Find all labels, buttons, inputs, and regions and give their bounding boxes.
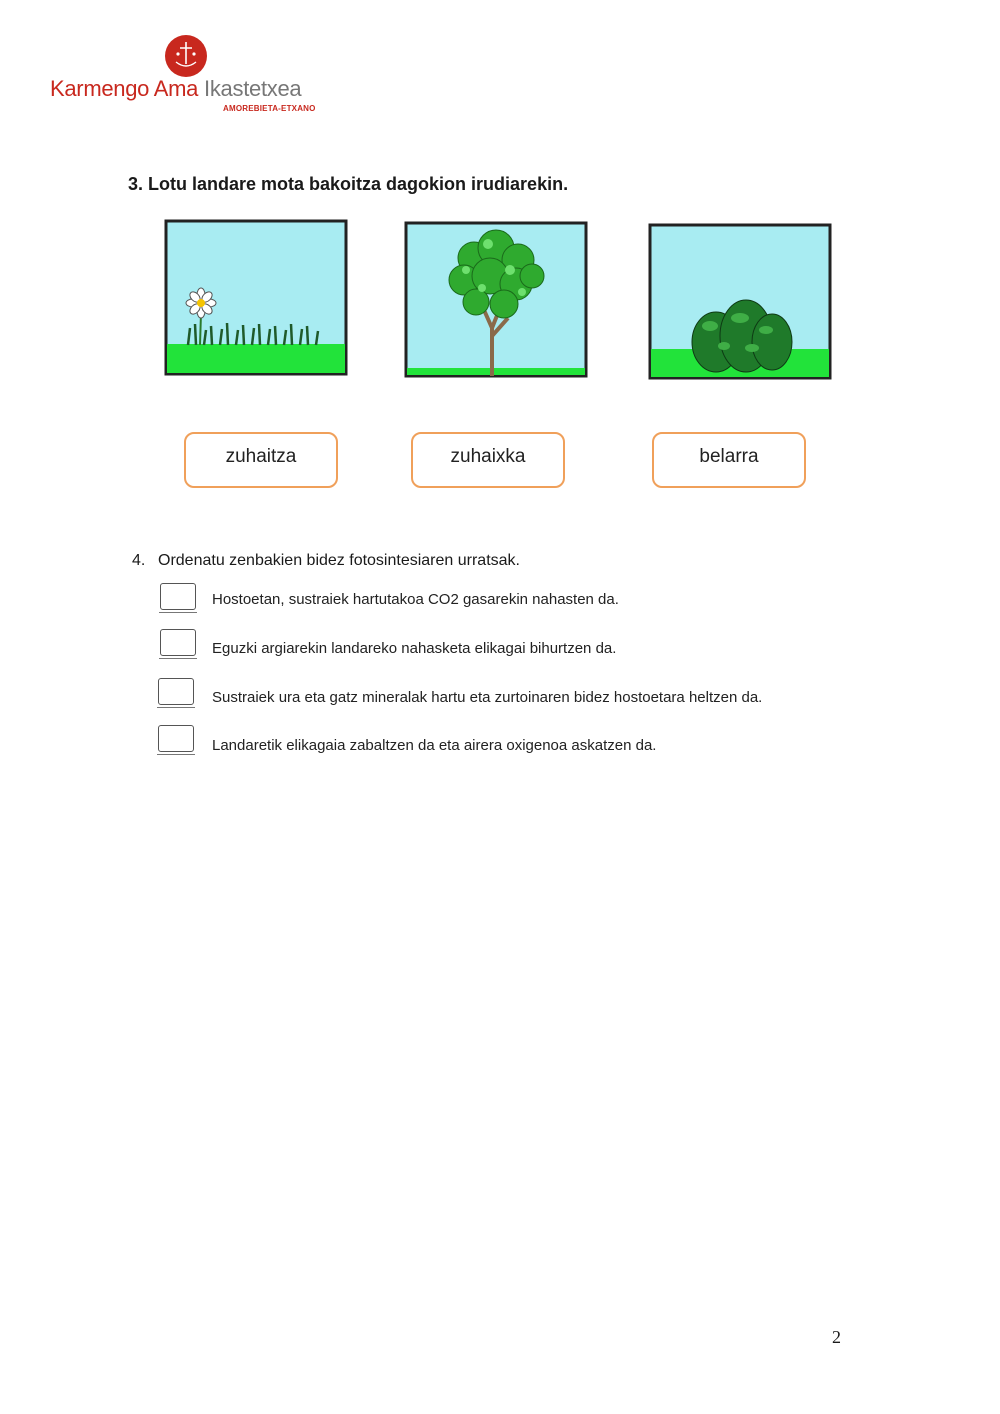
step-text-3: Sustraiek ura eta gatz mineralak hartu eta zurtoinaren bidez hostoetara heltzen da. bbox=[212, 689, 763, 706]
question-4-number: 4. bbox=[132, 552, 146, 569]
question-4-text: Ordenatu zenbakien bidez fotosintesiaren urratsak. bbox=[158, 552, 520, 569]
school-name-primary: Karmengo Ama bbox=[50, 76, 199, 101]
school-emblem-icon bbox=[164, 34, 208, 78]
step-order-input-3[interactable] bbox=[158, 678, 194, 705]
step-order-input-1[interactable] bbox=[160, 583, 196, 610]
step-order-input-4[interactable] bbox=[158, 725, 194, 752]
bush-icon bbox=[648, 222, 834, 384]
page-number: 2 bbox=[832, 1327, 841, 1347]
picture-grass[interactable] bbox=[164, 218, 350, 380]
step-order-input-2[interactable] bbox=[160, 629, 196, 656]
school-location: AMOREBIETA-ETXANO bbox=[223, 104, 316, 113]
word-box-zuhaitza[interactable]: zuhaitza bbox=[184, 432, 338, 488]
question-3-title: 3. Lotu landare mota bakoitza dagokion irudiarekin. bbox=[128, 174, 569, 194]
step-text-1: Hostoetan, sustraiek hartutakoa CO2 gasarekin nahasten da. bbox=[212, 591, 619, 608]
step-text-2: Eguzki argiarekin landareko nahasketa elikagai bihurtzen da. bbox=[212, 640, 617, 657]
word-box-zuhaixka[interactable]: zuhaixka bbox=[411, 432, 565, 488]
school-name-secondary: Ikastetxea bbox=[204, 76, 302, 101]
school-logo bbox=[46, 30, 336, 125]
picture-bush[interactable] bbox=[648, 222, 834, 384]
question-4-title bbox=[132, 552, 520, 570]
step-text-4: Landaretik elikagaia zabaltzen da eta airera oxigenoa askatzen da. bbox=[212, 737, 657, 754]
picture-tree[interactable] bbox=[404, 218, 590, 380]
grass-with-flower-icon bbox=[164, 218, 350, 380]
word-box-belarra[interactable]: belarra bbox=[652, 432, 806, 488]
school-name bbox=[50, 76, 301, 102]
tree-icon bbox=[404, 218, 590, 380]
